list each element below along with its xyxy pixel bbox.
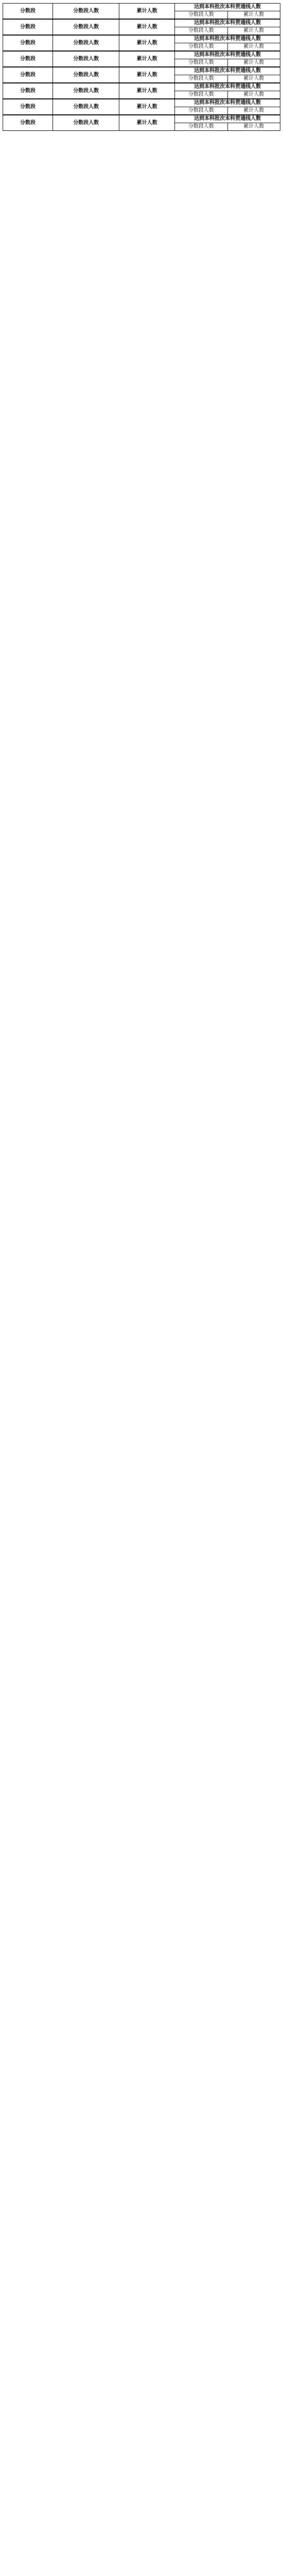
header-score: 分数段 xyxy=(3,99,53,115)
header-seg-count: 分数段人数 xyxy=(175,59,227,67)
header-cumulative: 累计人数 xyxy=(119,20,175,35)
header-score: 分数段 xyxy=(3,36,53,51)
header-group-title: 达到本科批次本科贯通线人数 xyxy=(175,99,280,107)
score-table-block xyxy=(3,83,280,99)
header-group-title: 达到本科批次本科贯通线人数 xyxy=(175,4,280,11)
header-count: 分数段人数 xyxy=(53,99,119,115)
header-group-title: 达到本科批次本科贯通线人数 xyxy=(175,83,280,91)
header-group-title: 达到本科批次本科贯通线人数 xyxy=(175,36,280,43)
header-count: 分数段人数 xyxy=(53,20,119,35)
header-score: 分数段 xyxy=(3,115,53,131)
header-cumulative: 累计人数 xyxy=(119,4,175,19)
header-count: 分数段人数 xyxy=(53,115,119,131)
header-group-title: 达到本科批次本科贯通线人数 xyxy=(175,67,280,75)
header-cumulative: 累计人数 xyxy=(119,52,175,67)
header-count: 分数段人数 xyxy=(53,52,119,67)
header-seg-cumulative: 累计人数 xyxy=(227,75,280,83)
header-seg-cumulative: 累计人数 xyxy=(227,59,280,67)
score-table-block xyxy=(3,51,280,67)
header-score: 分数段 xyxy=(3,4,53,19)
header-score: 分数段 xyxy=(3,83,53,99)
score-table-block xyxy=(3,99,280,115)
header-seg-count: 分数段人数 xyxy=(175,75,227,83)
header-group-title: 达到本科批次本科贯通线人数 xyxy=(175,115,280,123)
header-group-title: 达到本科批次本科贯通线人数 xyxy=(175,52,280,59)
header-cumulative: 累计人数 xyxy=(119,83,175,99)
header-seg-count: 分数段人数 xyxy=(175,43,227,51)
score-table-page xyxy=(3,3,280,131)
header-seg-cumulative: 累计人数 xyxy=(227,11,280,19)
header-seg-cumulative: 累计人数 xyxy=(227,107,280,115)
header-seg-count: 分数段人数 xyxy=(175,27,227,35)
header-count: 分数段人数 xyxy=(53,4,119,19)
header-group-title: 达到本科批次本科贯通线人数 xyxy=(175,20,280,27)
header-cumulative: 累计人数 xyxy=(119,115,175,131)
header-seg-count: 分数段人数 xyxy=(175,91,227,99)
header-seg-cumulative: 累计人数 xyxy=(227,27,280,35)
header-score: 分数段 xyxy=(3,20,53,35)
header-seg-cumulative: 累计人数 xyxy=(227,91,280,99)
header-seg-count: 分数段人数 xyxy=(175,123,227,131)
header-seg-cumulative: 累计人数 xyxy=(227,123,280,131)
header-count: 分数段人数 xyxy=(53,67,119,83)
header-seg-cumulative: 累计人数 xyxy=(227,43,280,51)
header-count: 分数段人数 xyxy=(53,36,119,51)
header-cumulative: 累计人数 xyxy=(119,36,175,51)
header-score: 分数段 xyxy=(3,67,53,83)
header-seg-count: 分数段人数 xyxy=(175,11,227,19)
header-count: 分数段人数 xyxy=(53,83,119,99)
score-table-block xyxy=(3,67,280,83)
score-table-block xyxy=(3,3,280,19)
score-table-block xyxy=(3,19,280,35)
header-score: 分数段 xyxy=(3,52,53,67)
score-table-block xyxy=(3,115,280,131)
header-seg-count: 分数段人数 xyxy=(175,107,227,115)
score-table-block xyxy=(3,35,280,51)
header-cumulative: 累计人数 xyxy=(119,99,175,115)
header-cumulative: 累计人数 xyxy=(119,67,175,83)
